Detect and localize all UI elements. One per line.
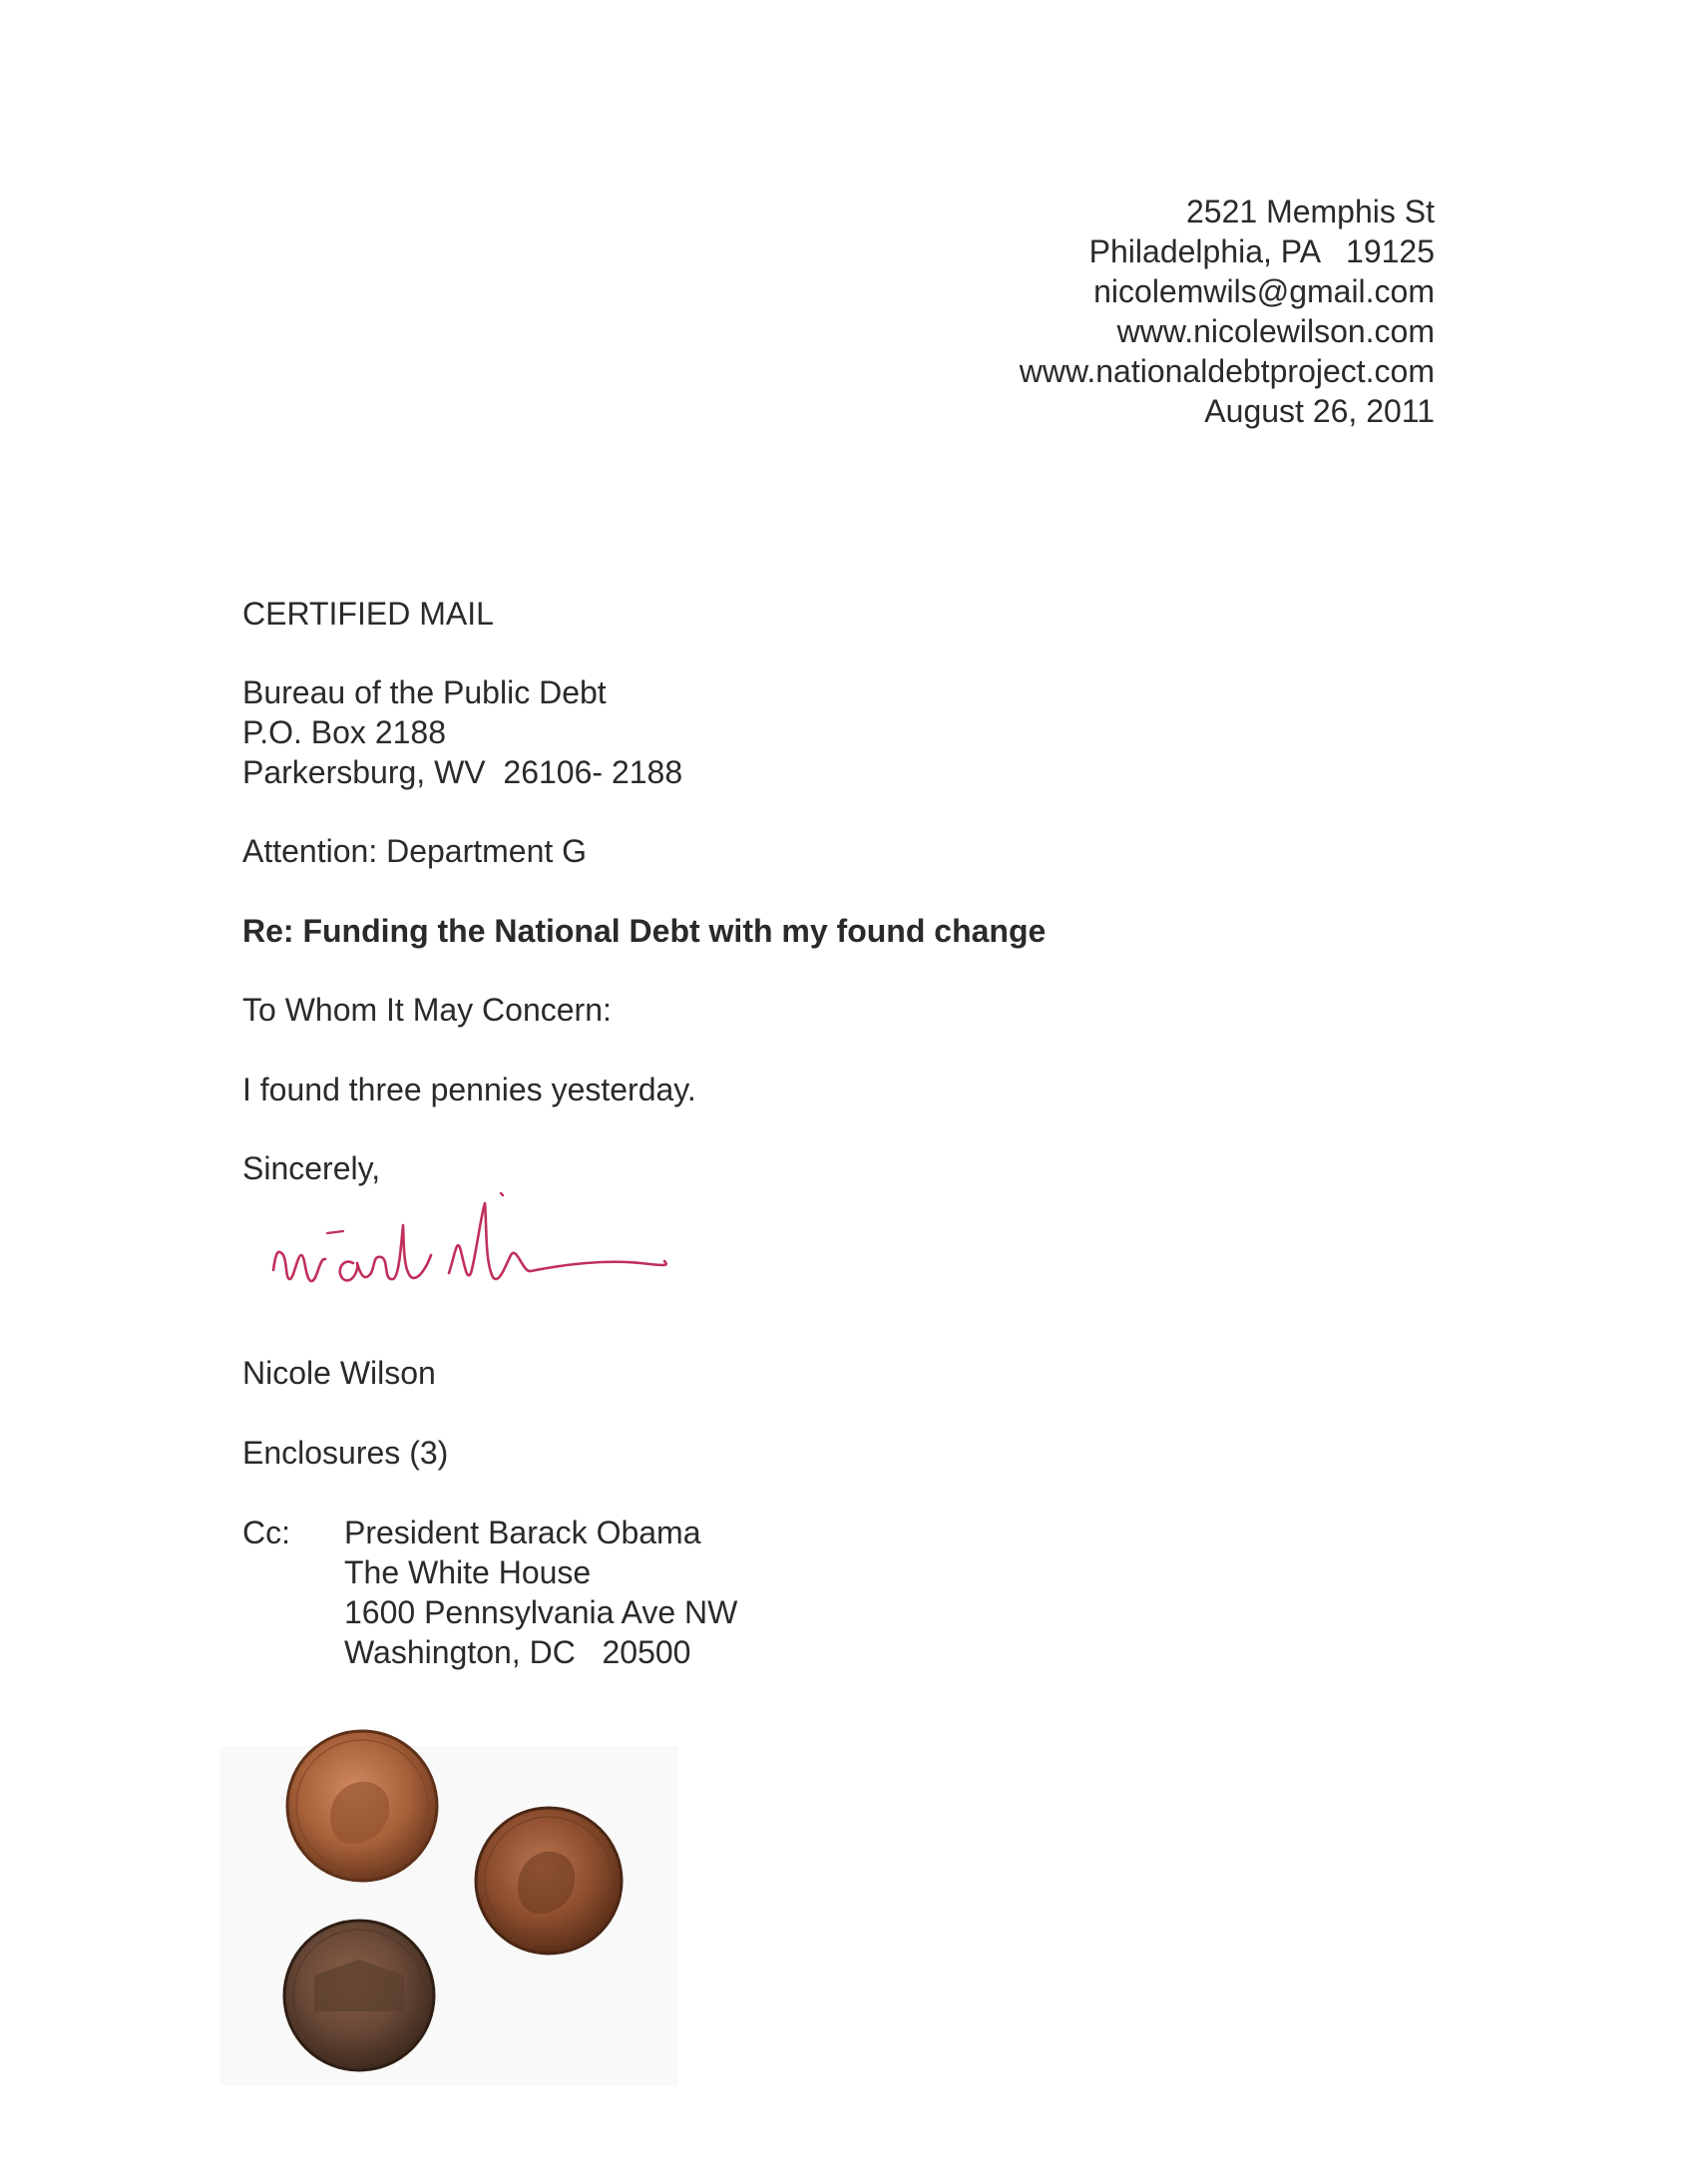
enclosures-note: Enclosures (3) <box>242 1435 449 1471</box>
sender-address-block <box>1020 192 1435 431</box>
sender-email: nicolemwils@gmail.com <box>1093 273 1435 309</box>
recipient-address-block <box>242 672 682 792</box>
sender-website-personal: www.nicolewilson.com <box>1116 313 1435 349</box>
recipient-name: Bureau of the Public Debt <box>242 674 607 710</box>
cc-organization: The White House <box>344 1554 592 1590</box>
recipient-po-box: P.O. Box 2188 <box>242 714 446 750</box>
salutation: To Whom It May Concern: <box>242 992 612 1028</box>
sender-website-project: www.nationaldebtproject.com <box>1019 353 1435 389</box>
handwritten-signature <box>261 1185 740 1315</box>
cc-city-state-zip: Washington, DC 20500 <box>344 1634 691 1670</box>
sender-street: 2521 Memphis St <box>1185 194 1435 229</box>
subject-line: Re: Funding the National Debt with my found change <box>242 913 1047 949</box>
penny-obverse-right <box>476 1808 622 1954</box>
cc-name: President Barack Obama <box>344 1515 701 1550</box>
cc-label: Cc: <box>242 1515 290 1550</box>
cc-street: 1600 Pennsylvania Ave NW <box>344 1594 738 1630</box>
recipient-city-state-zip: Parkersburg, WV 26106- 2188 <box>242 754 683 790</box>
penny-reverse-bottom <box>284 1921 434 2070</box>
signer-name: Nicole Wilson <box>242 1355 436 1391</box>
attention-line: Attention: Department G <box>242 833 588 869</box>
delivery-method: CERTIFIED MAIL <box>242 596 494 632</box>
sender-city-state-zip: Philadelphia, PA 19125 <box>1088 233 1435 269</box>
penny-obverse-top <box>287 1731 437 1881</box>
letter-date: August 26, 2011 <box>1204 393 1435 429</box>
enclosed-pennies-image <box>219 1726 678 2095</box>
cc-address-block <box>344 1513 737 1672</box>
letter-body: I found three pennies yesterday. <box>242 1072 696 1107</box>
closing: Sincerely, <box>242 1150 381 1186</box>
